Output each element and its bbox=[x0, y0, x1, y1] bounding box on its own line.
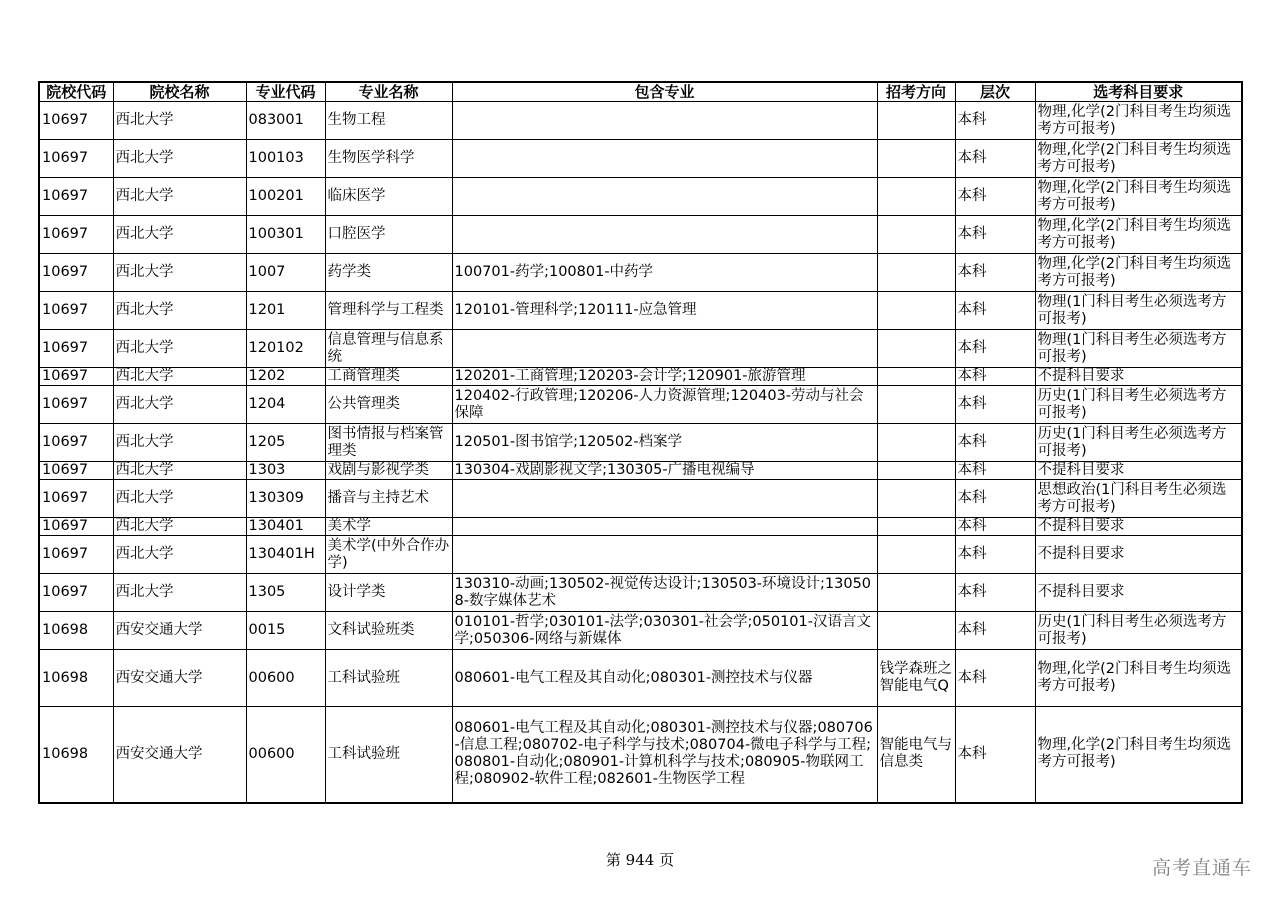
cell-major-name: 生物医学科学 bbox=[325, 140, 452, 178]
cell-school-name: 西北大学 bbox=[113, 216, 246, 254]
cell-level: 本科 bbox=[955, 292, 1035, 330]
cell-major-name: 口腔医学 bbox=[325, 216, 452, 254]
cell-major-code: 1303 bbox=[246, 462, 325, 480]
cell-major-code: 130309 bbox=[246, 480, 325, 518]
cell-requirement: 物理(1门科目考生必须选考方可报考) bbox=[1035, 330, 1242, 368]
cell-direction bbox=[877, 102, 955, 140]
table-row bbox=[39, 330, 1242, 368]
cell-direction: 钱学森班之智能电气Q bbox=[877, 650, 955, 707]
cell-direction bbox=[877, 216, 955, 254]
cell-school-code: 10697 bbox=[39, 292, 113, 330]
cell-school-name: 西北大学 bbox=[113, 178, 246, 216]
cell-requirement: 思想政治(1门科目考生必须选考方可报考) bbox=[1035, 480, 1242, 518]
cell-included-majors: 080601-电气工程及其自动化;080301-测控技术与仪器;080706-信息工程;080702-电子科学与技术;080704-微电子科学与工程;080801-自动化;080901-计算机科学与技术;080905-物联网工程;080902-软件工程;082601-生物医学工程 bbox=[452, 707, 877, 803]
cell-direction bbox=[877, 462, 955, 480]
cell-major-code: 0015 bbox=[246, 612, 325, 650]
cell-included-majors bbox=[452, 536, 877, 574]
cell-requirement: 物理,化学(2门科目考生均须选考方可报考) bbox=[1035, 216, 1242, 254]
cell-major-name: 管理科学与工程类 bbox=[325, 292, 452, 330]
cell-level: 本科 bbox=[955, 536, 1035, 574]
cell-major-code: 120102 bbox=[246, 330, 325, 368]
col-school-name: 院校名称 bbox=[113, 82, 246, 102]
cell-school-name: 西北大学 bbox=[113, 386, 246, 424]
cell-included-majors: 130304-戏剧影视文学;130305-广播电视编导 bbox=[452, 462, 877, 480]
cell-requirement: 历史(1门科目考生必须选考方可报考) bbox=[1035, 424, 1242, 462]
cell-school-code: 10697 bbox=[39, 368, 113, 386]
cell-requirement: 物理,化学(2门科目考生均须选考方可报考) bbox=[1035, 650, 1242, 707]
cell-level: 本科 bbox=[955, 102, 1035, 140]
page-number: 第 944 页 bbox=[605, 851, 675, 869]
cell-included-majors: 100701-药学;100801-中药学 bbox=[452, 254, 877, 292]
cell-direction bbox=[877, 330, 955, 368]
cell-major-code: 1305 bbox=[246, 574, 325, 612]
cell-direction bbox=[877, 368, 955, 386]
cell-level: 本科 bbox=[955, 424, 1035, 462]
cell-major-name: 药学类 bbox=[325, 254, 452, 292]
cell-major-name: 工科试验班 bbox=[325, 650, 452, 707]
cell-included-majors: 120201-工商管理;120203-会计学;120901-旅游管理 bbox=[452, 368, 877, 386]
cell-included-majors bbox=[452, 102, 877, 140]
cell-school-code: 10697 bbox=[39, 254, 113, 292]
col-major-name: 专业名称 bbox=[325, 82, 452, 102]
cell-school-name: 西安交通大学 bbox=[113, 707, 246, 803]
cell-included-majors: 120402-行政管理;120206-人力资源管理;120403-劳动与社会保障 bbox=[452, 386, 877, 424]
cell-included-majors bbox=[452, 140, 877, 178]
cell-major-code: 00600 bbox=[246, 707, 325, 803]
table-row bbox=[39, 480, 1242, 518]
table-row bbox=[39, 462, 1242, 480]
cell-major-code: 00600 bbox=[246, 650, 325, 707]
table-row bbox=[39, 536, 1242, 574]
cell-major-code: 100301 bbox=[246, 216, 325, 254]
cell-major-code: 1205 bbox=[246, 424, 325, 462]
cell-major-name: 图书情报与档案管理类 bbox=[325, 424, 452, 462]
cell-level: 本科 bbox=[955, 462, 1035, 480]
cell-school-name: 西北大学 bbox=[113, 574, 246, 612]
cell-direction bbox=[877, 254, 955, 292]
cell-school-code: 10697 bbox=[39, 330, 113, 368]
cell-requirement: 不提科目要求 bbox=[1035, 518, 1242, 536]
cell-direction bbox=[877, 386, 955, 424]
header-row bbox=[39, 82, 1242, 102]
cell-level: 本科 bbox=[955, 330, 1035, 368]
cell-included-majors: 080601-电气工程及其自动化;080301-测控技术与仪器 bbox=[452, 650, 877, 707]
cell-major-code: 083001 bbox=[246, 102, 325, 140]
cell-requirement: 不提科目要求 bbox=[1035, 574, 1242, 612]
cell-school-name: 西北大学 bbox=[113, 424, 246, 462]
col-included-majors: 包含专业 bbox=[452, 82, 877, 102]
table-row bbox=[39, 650, 1242, 707]
cell-major-name: 文科试验班类 bbox=[325, 612, 452, 650]
cell-major-code: 100103 bbox=[246, 140, 325, 178]
cell-direction bbox=[877, 480, 955, 518]
cell-included-majors bbox=[452, 518, 877, 536]
cell-major-code: 130401H bbox=[246, 536, 325, 574]
cell-requirement: 不提科目要求 bbox=[1035, 368, 1242, 386]
cell-major-code: 1202 bbox=[246, 368, 325, 386]
cell-requirement: 物理,化学(2门科目考生均须选考方可报考) bbox=[1035, 140, 1242, 178]
col-school-code: 院校代码 bbox=[39, 82, 113, 102]
cell-requirement: 物理,化学(2门科目考生均须选考方可报考) bbox=[1035, 102, 1242, 140]
cell-school-code: 10697 bbox=[39, 102, 113, 140]
cell-school-code: 10697 bbox=[39, 424, 113, 462]
col-major-code: 专业代码 bbox=[246, 82, 325, 102]
cell-major-code: 1201 bbox=[246, 292, 325, 330]
cell-school-code: 10697 bbox=[39, 386, 113, 424]
cell-major-code: 1007 bbox=[246, 254, 325, 292]
cell-school-code: 10698 bbox=[39, 612, 113, 650]
cell-school-code: 10697 bbox=[39, 216, 113, 254]
cell-direction bbox=[877, 518, 955, 536]
cell-school-name: 西北大学 bbox=[113, 140, 246, 178]
cell-requirement: 物理,化学(2门科目考生均须选考方可报考) bbox=[1035, 254, 1242, 292]
cell-direction bbox=[877, 178, 955, 216]
watermark-text: 高考直通车 bbox=[1151, 857, 1252, 879]
cell-level: 本科 bbox=[955, 368, 1035, 386]
cell-school-name: 西北大学 bbox=[113, 536, 246, 574]
cell-requirement: 历史(1门科目考生必须选考方可报考) bbox=[1035, 386, 1242, 424]
cell-major-name: 临床医学 bbox=[325, 178, 452, 216]
cell-school-name: 西安交通大学 bbox=[113, 612, 246, 650]
cell-major-name: 美术学 bbox=[325, 518, 452, 536]
cell-major-name: 播音与主持艺术 bbox=[325, 480, 452, 518]
cell-major-name: 工科试验班 bbox=[325, 707, 452, 803]
cell-school-name: 西北大学 bbox=[113, 330, 246, 368]
cell-level: 本科 bbox=[955, 574, 1035, 612]
cell-level: 本科 bbox=[955, 386, 1035, 424]
cell-school-name: 西北大学 bbox=[113, 480, 246, 518]
cell-direction bbox=[877, 612, 955, 650]
cell-school-name: 西北大学 bbox=[113, 102, 246, 140]
cell-requirement: 物理(1门科目考生必须选考方可报考) bbox=[1035, 292, 1242, 330]
cell-included-majors bbox=[452, 330, 877, 368]
table-row bbox=[39, 518, 1242, 536]
cell-level: 本科 bbox=[955, 178, 1035, 216]
col-level: 层次 bbox=[955, 82, 1035, 102]
cell-level: 本科 bbox=[955, 518, 1035, 536]
col-requirement: 选考科目要求 bbox=[1035, 82, 1242, 102]
cell-major-code: 100201 bbox=[246, 178, 325, 216]
cell-included-majors bbox=[452, 216, 877, 254]
cell-level: 本科 bbox=[955, 140, 1035, 178]
cell-school-name: 西北大学 bbox=[113, 292, 246, 330]
cell-major-code: 130401 bbox=[246, 518, 325, 536]
cell-direction: 智能电气与信息类 bbox=[877, 707, 955, 803]
cell-school-code: 10697 bbox=[39, 462, 113, 480]
cell-major-name: 戏剧与影视学类 bbox=[325, 462, 452, 480]
cell-school-name: 西北大学 bbox=[113, 254, 246, 292]
cell-included-majors bbox=[452, 480, 877, 518]
table-row bbox=[39, 178, 1242, 216]
cell-major-name: 美术学(中外合作办学) bbox=[325, 536, 452, 574]
table-row bbox=[39, 612, 1242, 650]
table-row bbox=[39, 292, 1242, 330]
cell-level: 本科 bbox=[955, 612, 1035, 650]
table-row bbox=[39, 707, 1242, 803]
table-row bbox=[39, 254, 1242, 292]
cell-school-name: 西北大学 bbox=[113, 368, 246, 386]
cell-level: 本科 bbox=[955, 707, 1035, 803]
cell-direction bbox=[877, 140, 955, 178]
cell-requirement: 物理,化学(2门科目考生均须选考方可报考) bbox=[1035, 178, 1242, 216]
cell-school-code: 10698 bbox=[39, 707, 113, 803]
cell-level: 本科 bbox=[955, 650, 1035, 707]
cell-school-name: 西北大学 bbox=[113, 462, 246, 480]
cell-major-name: 设计学类 bbox=[325, 574, 452, 612]
cell-included-majors: 130310-动画;130502-视觉传达设计;130503-环境设计;130508-数字媒体艺术 bbox=[452, 574, 877, 612]
cell-major-code: 1204 bbox=[246, 386, 325, 424]
table-row bbox=[39, 368, 1242, 386]
cell-school-code: 10698 bbox=[39, 650, 113, 707]
cell-requirement: 不提科目要求 bbox=[1035, 462, 1242, 480]
cell-direction bbox=[877, 424, 955, 462]
cell-level: 本科 bbox=[955, 254, 1035, 292]
cell-direction bbox=[877, 292, 955, 330]
cell-school-code: 10697 bbox=[39, 178, 113, 216]
cell-major-name: 生物工程 bbox=[325, 102, 452, 140]
cell-direction bbox=[877, 536, 955, 574]
cell-school-code: 10697 bbox=[39, 518, 113, 536]
cell-school-code: 10697 bbox=[39, 480, 113, 518]
cell-included-majors bbox=[452, 178, 877, 216]
table-row bbox=[39, 102, 1242, 140]
majors-table bbox=[38, 81, 1243, 804]
cell-included-majors: 120101-管理科学;120111-应急管理 bbox=[452, 292, 877, 330]
table-row bbox=[39, 386, 1242, 424]
cell-level: 本科 bbox=[955, 480, 1035, 518]
cell-major-name: 公共管理类 bbox=[325, 386, 452, 424]
cell-school-code: 10697 bbox=[39, 574, 113, 612]
table-row bbox=[39, 216, 1242, 254]
cell-included-majors: 120501-图书馆学;120502-档案学 bbox=[452, 424, 877, 462]
cell-school-code: 10697 bbox=[39, 536, 113, 574]
cell-school-code: 10697 bbox=[39, 140, 113, 178]
cell-requirement: 历史(1门科目考生必须选考方可报考) bbox=[1035, 612, 1242, 650]
table-row bbox=[39, 424, 1242, 462]
cell-included-majors: 010101-哲学;030101-法学;030301-社会学;050101-汉语言文学;050306-网络与新媒体 bbox=[452, 612, 877, 650]
table-row bbox=[39, 574, 1242, 612]
cell-major-name: 信息管理与信息系统 bbox=[325, 330, 452, 368]
cell-level: 本科 bbox=[955, 216, 1035, 254]
table-row bbox=[39, 140, 1242, 178]
cell-requirement: 不提科目要求 bbox=[1035, 536, 1242, 574]
cell-direction bbox=[877, 574, 955, 612]
col-direction: 招考方向 bbox=[877, 82, 955, 102]
cell-school-name: 西北大学 bbox=[113, 518, 246, 536]
cell-requirement: 物理,化学(2门科目考生均须选考方可报考) bbox=[1035, 707, 1242, 803]
cell-school-name: 西安交通大学 bbox=[113, 650, 246, 707]
cell-major-name: 工商管理类 bbox=[325, 368, 452, 386]
